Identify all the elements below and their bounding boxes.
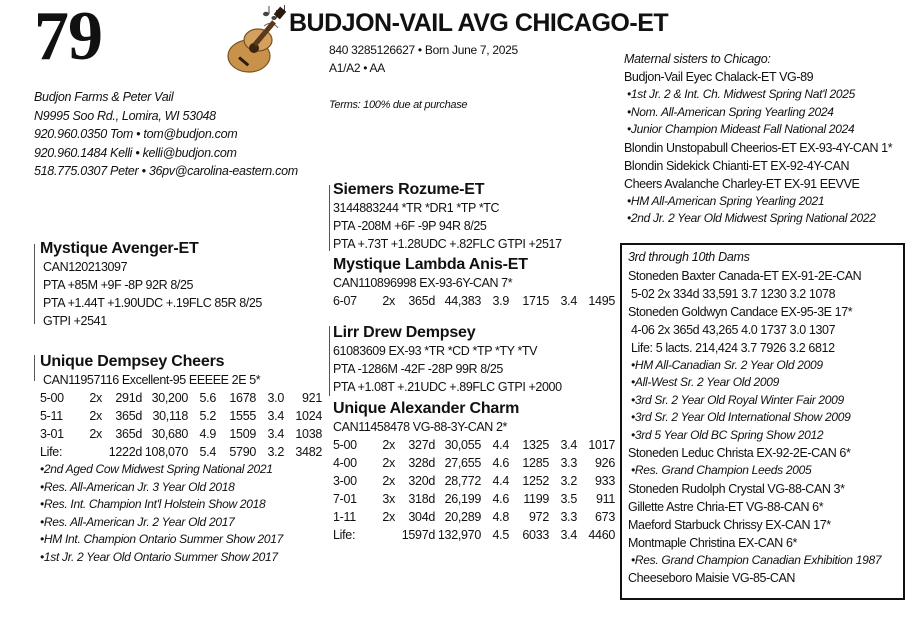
pedigree-bracket [329,326,330,396]
production-record: 4-06 2x 365d 43,265 4.0 1737 3.0 1307 [631,322,836,337]
award-item: •HM All-Canadian Sr. 2 Year Old 2009 [631,357,823,372]
award-item: •Res. Grand Champion Canadian Exhibition 1987 [631,552,882,567]
production-record: 7-01 3x 318d 26,199 4.6 1199 3.5 911 [333,492,615,506]
contact-line: 920.960.0350 Tom • tom@budjon.com [34,127,238,141]
sire-sire-pta-type: PTA +.73T +1.28UDC +.82FLC GTPI +2517 [333,237,562,251]
award-item: •Junior Champion Mideast Fall National 2024 [627,122,855,136]
award-item: •3rd Sr. 2 Year Old International Show 2009 [631,410,851,424]
dam-sire-reg: 61083609 EX-93 *TR *CD *TP *TY *TV [333,344,538,358]
dam-sire-block [333,323,562,396]
sire-dam-reg: CAN110896998 EX-93-6Y-CAN 7* [333,276,513,290]
consignor-contact [34,88,298,181]
award-item: •HM All-American Spring Yearling 2021 [627,193,825,208]
consignor-address: N9995 Soo Rd., Lomira, WI 53048 [34,108,216,123]
animal-name: Blondin Unstopabull Cheerios-ET EX-93-4Y-CAN 1* [624,140,893,155]
sire-pta-type: PTA +1.44T +1.90UDC +.19FLC 85R 8/25 [43,296,262,310]
award-item: •2nd Jr. 2 Year Old Midwest Spring National 2022 [627,211,876,225]
animal-name: Cheeseboro Maisie VG-85-CAN [628,571,796,585]
dam-dam-records [333,436,615,544]
production-record: Life: 1597d 132,970 4.5 6033 3.4 4460 [333,528,615,542]
dam-dam-name: Unique Alexander Charm [333,400,520,417]
production-record: 5-11 2x 365d 30,118 5.2 1555 3.4 1024 [40,409,322,423]
pedigree-bracket [329,185,330,251]
production-record: 4-00 2x 328d 27,655 4.6 1285 3.3 926 [333,456,615,470]
production-record: 3-00 2x 320d 28,772 4.4 1252 3.2 933 [333,474,615,488]
dams-box-heading: 3rd through 10th Dams [628,250,750,264]
maternal-list [624,68,892,228]
animal-name: Montmaple Christina EX-CAN 6* [628,535,798,550]
animal-name: Stoneden Goldwyn Candace EX-95-3E 17* [628,304,853,319]
award-item: •Res. All-American Jr. 3 Year Old 2018 [40,479,235,494]
sire-sire-pta: PTA -208M +6F -9P 94R 8/25 [333,219,487,233]
dam-name: Unique Dempsey Cheers [40,353,225,370]
sire-sire-name: Siemers Rozume-ET [333,181,485,198]
animal-name: Stoneden Leduc Christa EX-92-2E-CAN 6* [628,446,851,460]
pedigree-bracket [34,244,35,324]
sire-reg: CAN120213097 [43,260,128,274]
production-record: Life: 1222d 108,070 5.4 5790 3.2 3482 [40,445,322,459]
production-record: 1-11 2x 304d 20,289 4.8 972 3.3 673 [333,510,615,524]
contact-line: 920.960.1484 Kelli • kelli@budjon.com [34,145,237,160]
animal-name: Maeford Starbuck Chrissy EX-CAN 17* [628,517,831,532]
animal-name: Cheers Avalanche Charley-ET EX-91 EEVVE [624,176,860,191]
award-item: •3rd 5 Year Old BC Spring Show 2012 [631,427,824,442]
production-record: Life: 5 lacts. 214,424 3.7 7926 3.2 6812 [631,340,835,355]
contact-line: 518.775.0307 Peter • 36pv@carolina-eastern.com [34,164,298,178]
genomic-line: A1/A2 • AA [329,61,385,75]
dam-awards [40,461,322,566]
animal-name: Gillette Astre Chria-ET VG-88-CAN 6* [628,499,824,514]
guitar-icon [216,4,298,76]
production-record: 5-00 2x 291d 30,200 5.6 1678 3.0 921 [40,391,322,405]
award-item: •Res. All-American Jr. 2 Year Old 2017 [40,514,235,529]
dam-reg: CAN11957116 Excellent-95 EEEEE 2E 5* [43,373,261,387]
award-item: •Nom. All-American Spring Yearling 2024 [627,104,834,119]
award-item: •1st Jr. 2 & Int. Ch. Midwest Spring Nat'l 2025 [627,87,856,101]
registration-line: 840 3285126627 • Born June 7, 2025 [329,43,518,57]
dams-box [620,243,905,600]
animal-name: Budjon-Vail Eyec Chalack-ET VG-89 [624,70,814,84]
sire-block [40,239,262,330]
maternal-sisters [624,50,892,228]
maternal-heading: Maternal sisters to Chicago: [624,52,771,66]
animal-title: BUDJON-VAIL AVG CHICAGO-ET [289,9,669,37]
consignor-name: Budjon Farms & Peter Vail [34,90,174,104]
award-item: •All-West Sr. 2 Year Old 2009 [631,375,780,389]
sire-dam-block [333,255,615,310]
dam-records [40,389,322,461]
production-record: 5-02 2x 334d 33,591 3.7 1230 3.2 1078 [631,286,836,301]
sire-name: Mystique Avenger-ET [40,240,199,257]
sire-dam-name: Mystique Lambda Anis-ET [333,256,528,273]
dam-dam-reg: CAN11458478 VG-88-3Y-CAN 2* [333,420,508,434]
production-record: 3-01 2x 365d 30,680 4.9 1509 3.4 1038 [40,427,322,441]
award-item: •3rd Sr. 2 Year Old Royal Winter Fair 2009 [631,392,844,407]
production-record: 5-00 2x 327d 30,055 4.4 1325 3.4 1017 [333,438,615,452]
terms-text: Terms: 100% due at purchase [329,99,468,111]
dams-list [628,267,881,588]
sire-sire-reg: 3144883244 *TR *DR1 *TP *TC [333,201,500,215]
award-item: •Res. Int. Champion Int'l Holstein Show 2018 [40,497,266,511]
award-item: •1st Jr. 2 Year Old Ontario Summer Show 2017 [40,549,278,564]
dam-block [40,352,322,566]
dam-sire-name: Lirr Drew Dempsey [333,324,476,341]
award-item: •2nd Aged Cow Midwest Spring National 2021 [40,462,273,476]
award-item: •Res. Grand Champion Leeds 2005 [631,463,812,477]
dam-sire-pta: PTA -1286M -42F -28P 99R 8/25 [333,362,503,376]
animal-name: Stoneden Baxter Canada-ET EX-91-2E-CAN [628,268,862,283]
production-record: 6-07 2x 365d 44,383 3.9 1715 3.4 1495 [333,294,615,308]
pedigree-bracket [34,355,35,381]
dam-sire-pta-type: PTA +1.08T +.21UDC +.89FLC GTPI +2000 [333,380,562,394]
sire-pta: PTA +85M +9F -8P 92R 8/25 [43,278,194,292]
animal-name: Blondin Sidekick Chianti-ET EX-92-4Y-CAN [624,158,850,173]
sire-gtpi: GTPI +2541 [43,314,107,328]
sire-sire-block [333,180,562,253]
dam-dam-block [333,399,615,544]
award-item: •HM Int. Champion Ontario Summer Show 2017 [40,532,284,546]
animal-name: Stoneden Rudolph Crystal VG-88-CAN 3* [628,481,845,496]
lot-number: 79 [34,0,102,75]
